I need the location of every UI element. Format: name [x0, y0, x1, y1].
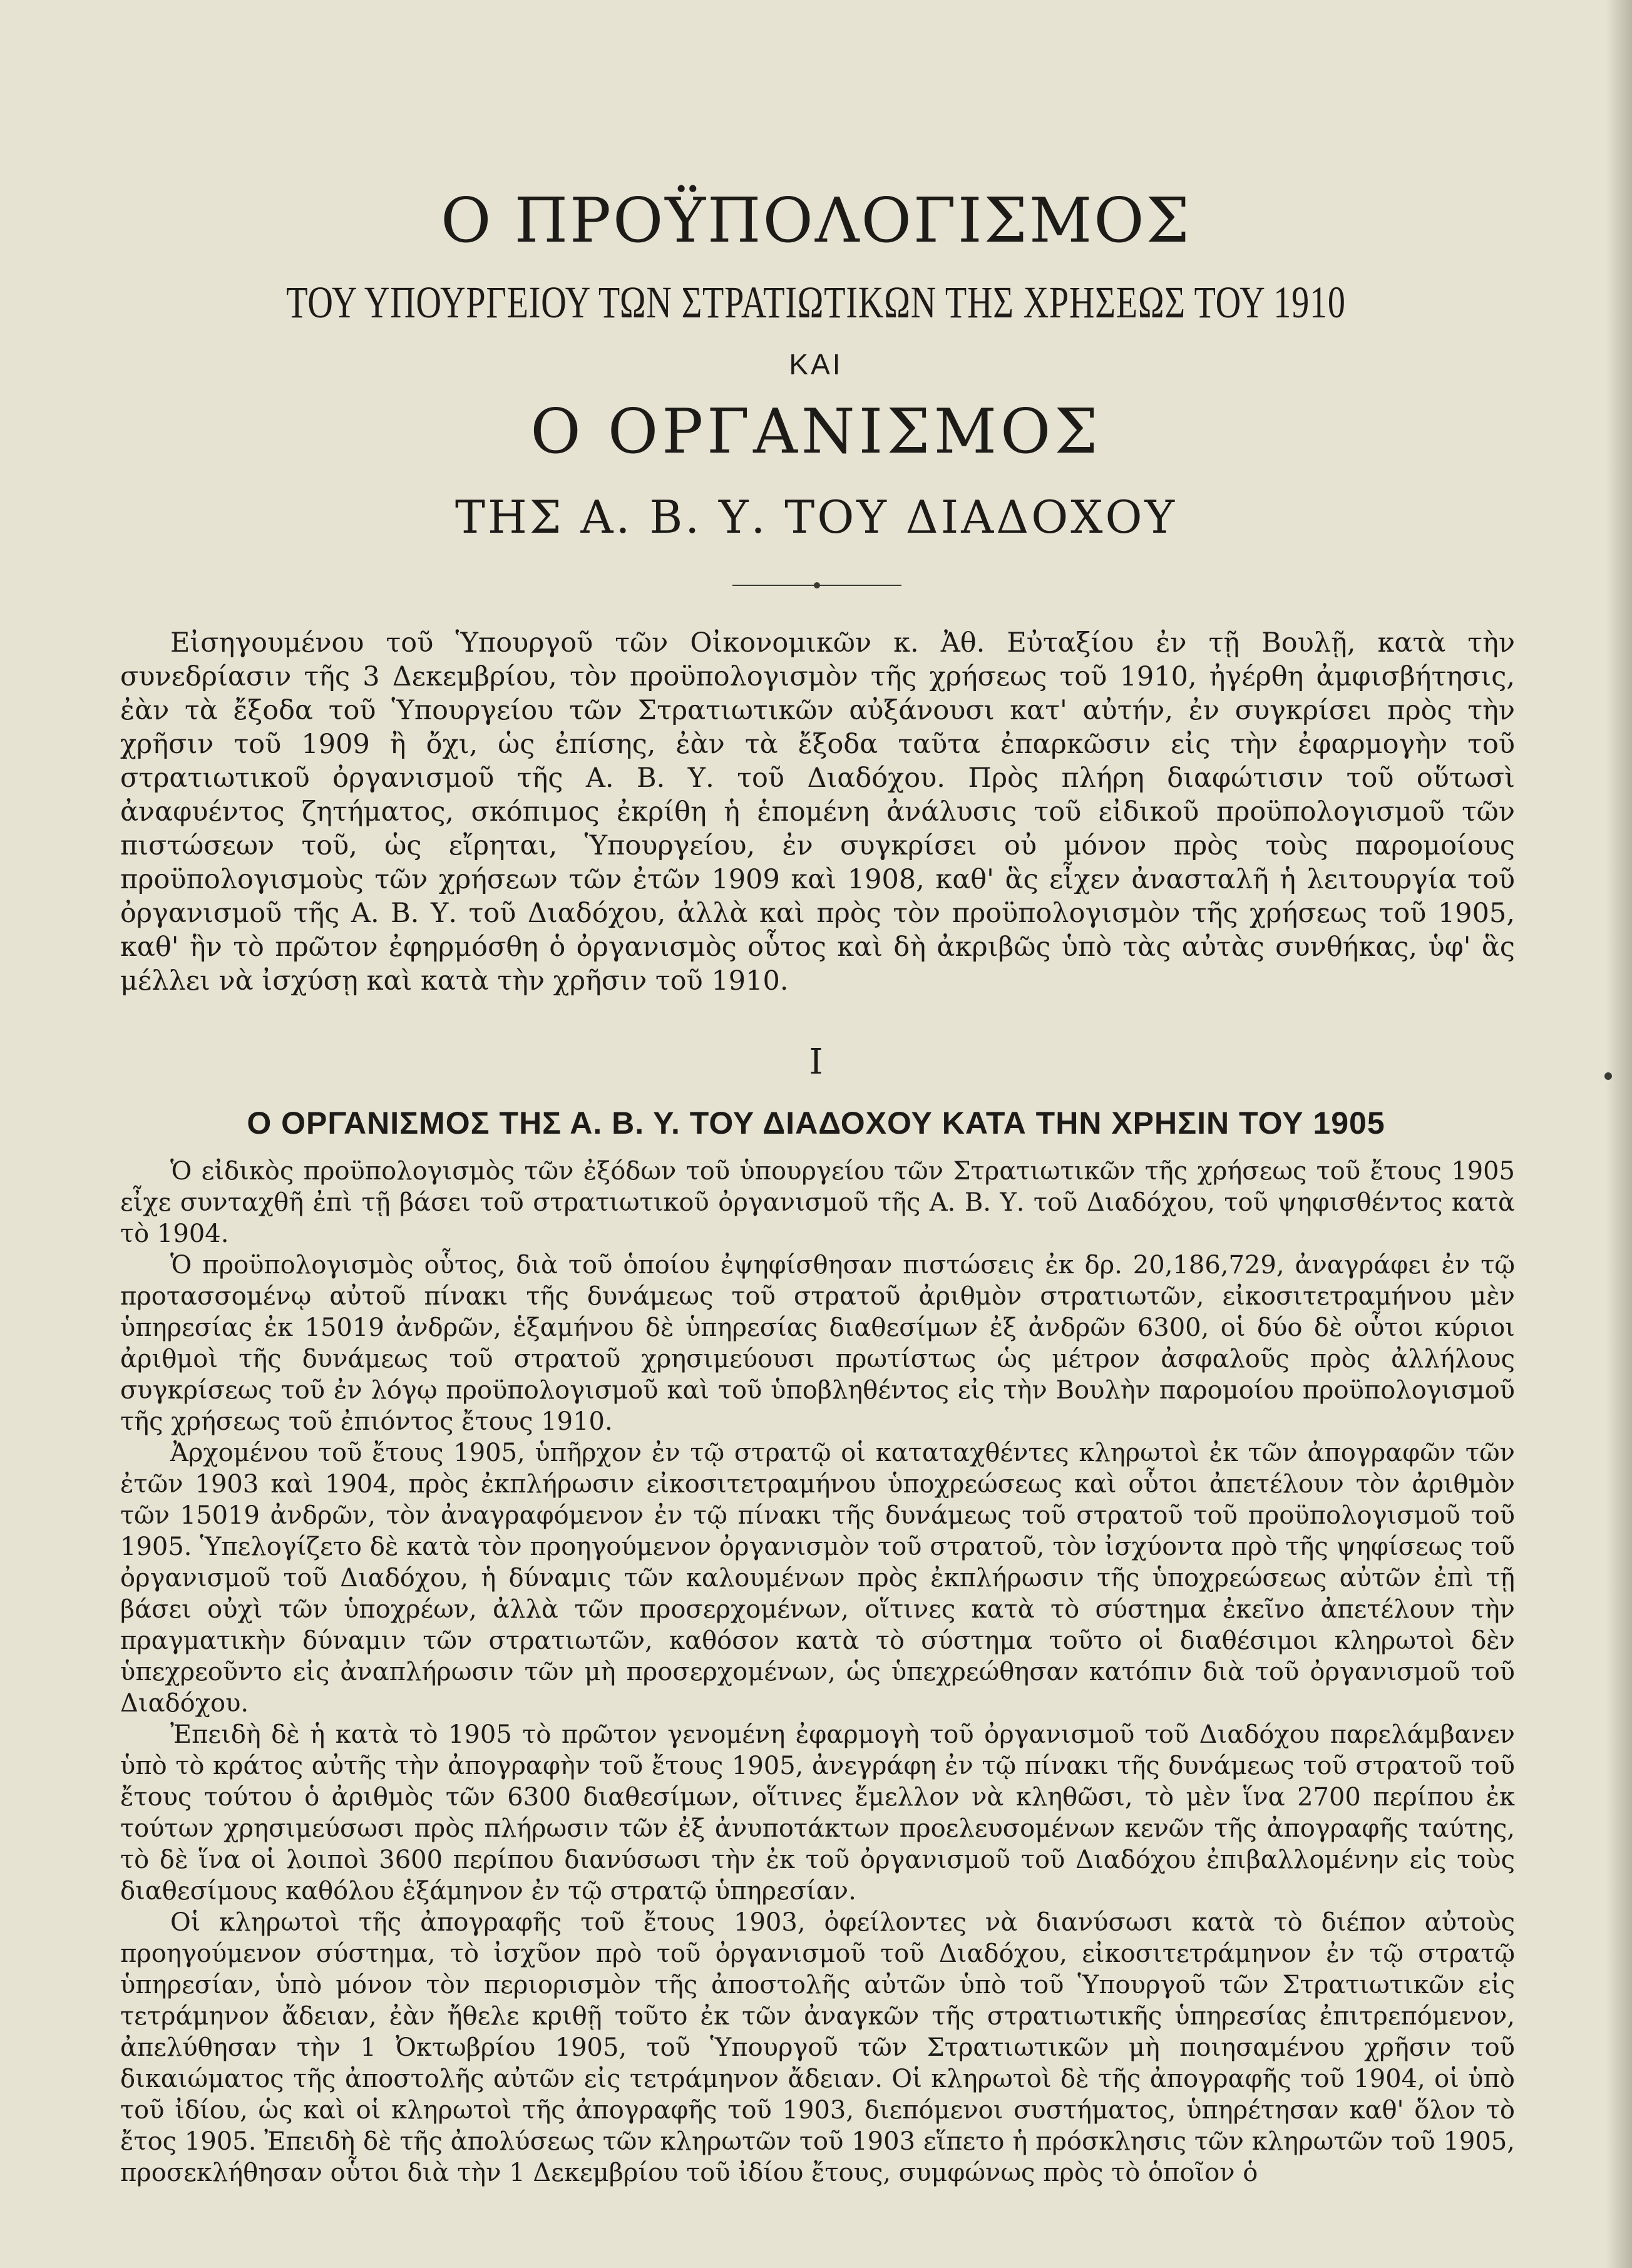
main-subtitle: ΤΟΥ ΥΠΟΥΡΓΕΙΟΥ ΤΩΝ ΣΤΡΑΤΙΩΤΙΚΩΝ ΤΗΣ ΧΡΗΣΕΩΣ ΤΟΥ 1910	[286, 277, 1346, 327]
second-title: Ο ΟΡΓΑΝΙΣΜΟΣ	[530, 396, 1102, 468]
section-paragraph: Οἱ κληρωτοὶ τῆς ἀπογραφῆς τοῦ ἔτους 1903, ὀφείλοντες νὰ διανύσωσι κατὰ τὸ διέπον αὐτοὺς προηγούμενον σύστημα, τὸ ἰσχῦον πρὸ τοῦ ὀργανισμοῦ τοῦ Διαδόχου, εἰκοσιτετράμηνον ἐν τῷ στρατῷ ὑπηρεσίαν, ὑπὸ μόνον τὸν περιορισμὸν τῆς ἀποστολῆς αὐτῶν ὑπὸ τοῦ Ὑπουργοῦ τῶν Στρατιωτικῶν εἰς τετράμηνον ἄδειαν, ἐὰν ἤθελε κριθῇ τοῦτο ἐκ τῶν ἀναγκῶν τῆς στρατιωτικῆς ὑπηρεσίας ἐπιτρεπόμενον, ἀπελύθησαν τὴν 1 Ὀκτωβρίου 1905, τοῦ Ὑπουργοῦ τῶν Στρατιωτικῶν μὴ ποιησαμένου χρῆσιν τοῦ δικαιώματος τῆς ἀποστολῆς αὐτῶν εἰς τετράμηνον ἄδειαν. Οἱ κληρωτοὶ δὲ τῆς ἀπογραφῆς τοῦ 1904, οἱ ὑπὸ τοῦ ἰδίου, ὡς καὶ οἱ κληρωτοὶ τῆς ἀπογραφῆς τοῦ 1903, διεπόμενοι συστήματος, ὑπηρέτησαν καθ' ὅλον τὸ ἔτος 1905. Ἐπειδὴ δὲ τῆς ἀπολύσεως τῶν κληρωτῶν τοῦ 1903 εἵπετο ἡ πρόσκλησις τῶν κληρωτῶν τοῦ 1905, προσεκλήθησαν οὗτοι διὰ τὴν 1 Δεκεμβρίου τοῦ ἰδίου ἔτους, συμφώνως πρὸς τὸ ὁποῖον ὁ	[120, 1908, 1515, 2187]
main-title: Ο ΠΡΟΫΠΟΛΟΓΙΣΜΟΣ	[441, 185, 1191, 257]
section-number: I	[809, 1042, 823, 1082]
intro-paragraph: Εἰσηγουμένου τοῦ Ὑπουργοῦ τῶν Οἰκονομικῶν κ. Ἀθ. Εὐταξίου ἐν τῇ Βουλῇ, κατὰ τὴν συνεδρίασιν τῆς 3 Δεκεμβρίου, τὸν προϋπολογισμὸν τῆς χρήσεως τοῦ 1910, ἠγέρθη ἀμφισβήτησις, ἐὰν τὰ ἔξοδα τοῦ Ὑπουργείου τῶν Στρατιωτικῶν αὐξάνουσι κατ' αὐτήν, ἐν συγκρίσει πρὸς τὴν χρῆσιν τοῦ 1909 ἢ ὄχι, ὡς ἐπίσης, ἐὰν τὰ ἔξοδα ταῦτα ἐπαρκῶσιν εἰς τὴν ἐφαρμογὴν τοῦ στρατιωτικοῦ ὀργανισμοῦ τῆς Α. Β. Υ. τοῦ Διαδόχου. Πρὸς πλήρη διαφώτισιν τοῦ οὕτωσὶ ἀναφυέντος ζητήματος, σκόπιμος ἐκρίθη ἡ ἑπομένη ἀνάλυσις τοῦ εἰδικοῦ προϋπολογισμοῦ τῶν πιστώσεων τοῦ, ὡς εἴρηται, Ὑπουργείου, ἐν συγκρίσει οὐ μόνον πρὸς τοὺς παρομοίους προϋπολογισμοὺς τῶν χρήσεων τῶν ἐτῶν 1909 καὶ 1908, καθ' ἃς εἶχεν ἀνασταλῆ ἡ λειτουργία τοῦ ὀργανισμοῦ τῆς Α. Β. Υ. τοῦ Διαδόχου, ἀλλὰ καὶ πρὸς τὸν προϋπολογισμὸν τῆς χρήσεως τοῦ 1905, καθ' ἣν τὸ πρῶτον ἐφηρμόσθη ὁ ὀργανισμὸς οὗτος καὶ δὴ ἀκριβῶς ὑπὸ τὰς αὐτὰς συνθήκας, ὑφ' ἃς μέλλει νὰ ἰσχύσῃ καὶ κατὰ τὴν χρῆσιν τοῦ 1910.	[120, 627, 1515, 997]
ornamental-rule-dot	[814, 582, 820, 588]
second-subtitle: ΤΗΣ Α. Β. Υ. ΤΟΥ ΔΙΑΔΟΧΟΥ	[454, 491, 1178, 543]
section-paragraph: Ὁ προϋπολογισμὸς οὗτος, διὰ τοῦ ὁποίου ἐψηφίσθησαν πιστώσεις ἐκ δρ. 20,186,729, ἀναγράφει ἐν τῷ προτασσομένῳ αὐτοῦ πίνακι τῆς δυνάμεως τοῦ στρατοῦ ἀριθμὸν στρατιωτῶν, εἰκοσιτετραμήνου μὲν ὑπηρεσίας ἐκ 15019 ἀνδρῶν, ἑξαμήνου δὲ ὑπηρεσίας διαθεσίμων ἐξ ἀνδρῶν 6300, οἱ δύο δὲ οὗτοι κύριοι ἀριθμοὶ τῆς δυνάμεως τοῦ στρατοῦ χρησιμεύουσι πρωτίστως ὡς μέτρον ἀσφαλοῦς πρὸς ἀλλήλους συγκρίσεως τοῦ ἐν λόγῳ προϋπολογισμοῦ καὶ τοῦ ὑποβληθέντος εἰς τὴν Βουλὴν παρομοίου προϋπολογισμοῦ τῆς χρήσεως τοῦ ἐπιόντος ἔτους 1910.	[120, 1251, 1515, 1436]
section-heading: Ο ΟΡΓΑΝΙΣΜΟΣ ΤΗΣ Α. Β. Υ. ΤΟΥ ΔΙΑΔΟΧΟΥ ΚΑΤΑ ΤΗΝ ΧΡΗΣΙΝ ΤΟΥ 1905	[247, 1106, 1385, 1141]
intro-block	[120, 626, 1515, 998]
section-paragraph: Ὁ εἰδικὸς προϋπολογισμὸς τῶν ἐξόδων τοῦ ὑπουργείου τῶν Στρατιωτικῶν τῆς χρήσεως τοῦ ἔτους 1905 εἶχε συνταχθῆ ἐπὶ τῇ βάσει τοῦ στρατιωτικοῦ ὀργανισμοῦ τῆς Α. Β. Υ. τοῦ Διαδόχου, τοῦ ψηφισθέντος κατὰ τὸ 1904.	[120, 1157, 1515, 1248]
section-paragraph: Ἐπειδὴ δὲ ἡ κατὰ τὸ 1905 τὸ πρῶτον γενομένη ἐφαρμογὴ τοῦ ὀργανισμοῦ τοῦ Διαδόχου παρελάμβανεν ὑπὸ τὸ κράτος αὐτῆς τὴν ἀπογραφὴν τοῦ ἔτους 1905, ἀνεγράφη ἐν τῷ πίνακι τῆς δυνάμεως τοῦ στρατοῦ τοῦ ἔτους τούτου ὁ ἀριθμὸς τῶν 6300 διαθεσίμων, οἵτινες ἔμελλον νὰ κληθῶσι, τὸ μὲν ἵνα 2700 περίπου ἐκ τούτων χρησιμεύσωσι πρὸς πλήρωσιν τῶν ἐξ ἀνυποτάκτων προελευσομένων κενῶν τῆς ἀπογραφῆς ταύτης, τὸ δὲ ἵνα οἱ λοιποὶ 3600 περίπου διανύσωσι τὴν ἐκ τοῦ ὀργανισμοῦ τοῦ Διαδόχου ἐπιβαλλομένην εἰς τοὺς διαθεσίμους καθόλου ἑξάμηνον ἐν τῷ στρατῷ ὑπηρεσίαν.	[120, 1720, 1515, 1906]
title-conjunction: ΚΑΙ	[789, 348, 843, 381]
section-body	[120, 1156, 1515, 2188]
section-paragraph: Ἀρχομένου τοῦ ἔτους 1905, ὑπῆρχον ἐν τῷ στρατῷ οἱ καταταχθέντες κληρωτοὶ ἐκ τῶν ἀπογραφῶν τῶν ἐτῶν 1903 καὶ 1904, πρὸς ἐκπλήρωσιν εἰκοσιτετραμήνου ὑποχρεώσεως καὶ οὗτοι ἀπετέλουν τὸν ἀριθμὸν τῶν 15019 ἀνδρῶν, τὸν ἀναγραφόμενον ἐν τῷ πίνακι τῆς δυνάμεως τοῦ στρατοῦ τοῦ προϋπολογισμοῦ τοῦ 1905. Ὑπελογίζετο δὲ κατὰ τὸν προηγούμενον ὀργανισμὸν τοῦ στρατοῦ, τὸν ἰσχύοντα πρὸ τῆς ψηφίσεως τοῦ ὀργανισμοῦ τοῦ Διαδόχου, ἡ δύναμις τῶν καλουμένων πρὸς ἐκπλήρωσιν τῆς ὑποχρεώσεως αὐτῶν ἐπὶ τῇ βάσει οὐχὶ τῶν ὑποχρέων, ἀλλὰ τῶν προσερχομένων, οἵτινες κατὰ τὸ σύστημα ἐκεῖνο ἀπετέλουν τὴν πραγματικὴν δύναμιν τῶν στρατιωτῶν, καθόσον κατὰ τὸ σύστημα τοῦτο οἱ διαθέσιμοι κληρωτοὶ δὲν ὑπεχρεοῦντο εἰς ἀναπλήρωσιν τῶν μὴ προσερχομένων, ὡς ὑπεχρεώθησαν κατόπιν διὰ τοῦ ὀργανισμοῦ τοῦ Διαδόχου.	[120, 1439, 1515, 1718]
